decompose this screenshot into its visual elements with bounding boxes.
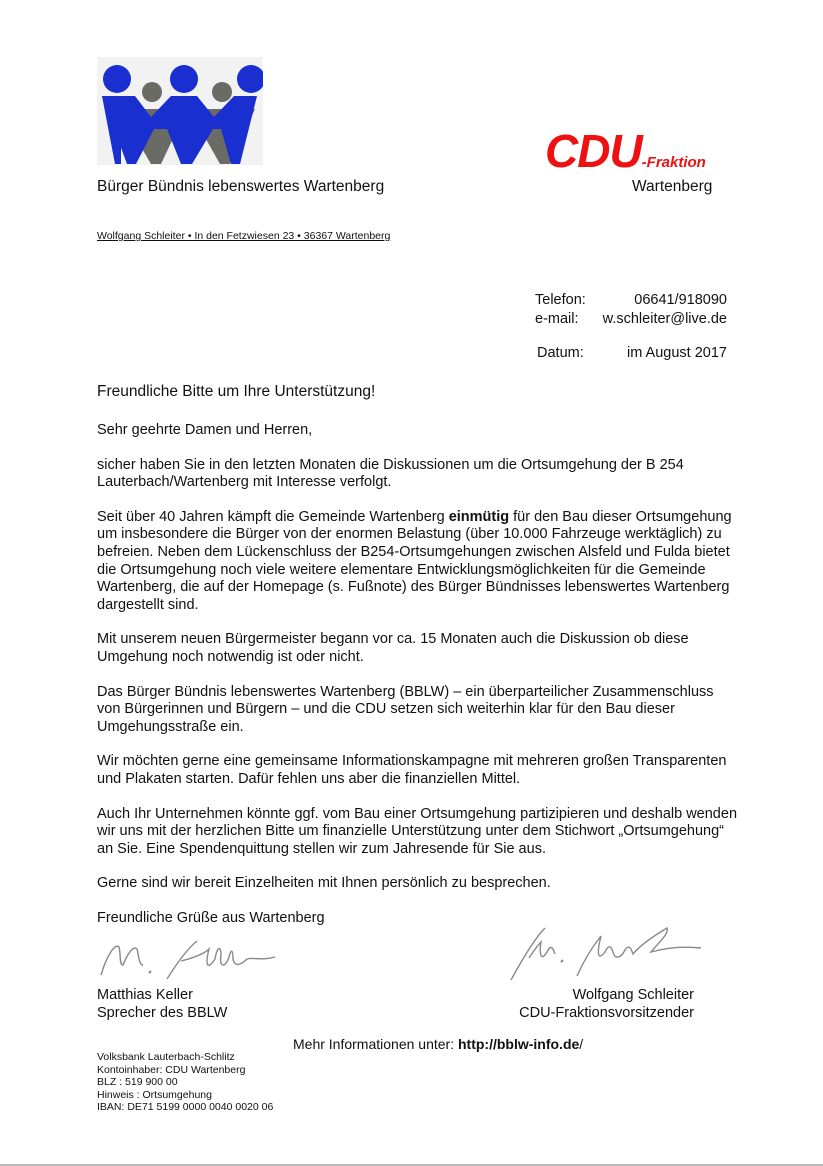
cdu-logo-text: CDU xyxy=(545,125,642,177)
signature-left xyxy=(97,987,227,1022)
bblw-logo xyxy=(97,57,263,165)
schleiter-signature-icon xyxy=(505,918,705,983)
more-info-line xyxy=(293,1036,583,1052)
signer-role: Sprecher des BBLW xyxy=(97,1004,228,1021)
contact-block xyxy=(535,291,727,329)
sender-address-line: Wolfgang Schleiter • In den Fetzwiesen 23 • 36367 Wartenberg xyxy=(97,230,391,242)
signer-name: Matthias Keller xyxy=(97,987,193,1003)
bank-line: BLZ : 519 900 00 xyxy=(97,1076,178,1089)
date-value: im August 2017 xyxy=(627,345,727,361)
date-row xyxy=(537,345,727,361)
email-label: e-mail: xyxy=(535,311,579,327)
more-info-link[interactable]: http://bblw-info.de xyxy=(457,1036,580,1052)
keller-signature-icon xyxy=(97,935,287,985)
organization-name: Bürger Bündnis lebenswertes Wartenberg xyxy=(97,178,385,195)
signature-right xyxy=(500,987,694,1022)
paragraph-1: sicher haben Sie in den letzten Monaten die Diskussionen um die Ortsumgehung der B 254 Lauterbach/Wartenberg mit Interesse verfolgt. xyxy=(97,456,684,491)
email-value[interactable]: w.schleiter@live.de xyxy=(602,311,727,327)
paragraph-7: Gerne sind wir bereit Einzelheiten mit Ihnen persönlich zu besprechen. xyxy=(97,875,551,892)
bank-line: Volksbank Lauterbach-Schlitz xyxy=(97,1051,235,1063)
paragraph-2-end: für den Bau dieser Ortsumgehung um insbesondere die Bürger von der enormen Belastung (über 10.000 Fahrzeuge werktäglich) zu befreien. Neben dem Lückenschluss der B254-Ortsumgehungen zwischen Alsfeld und Fulda bietet die Ortsumgehung noch viele weitere elementare Entwicklungsmöglichkeiten für die Gemeinde Wartenberg, die auf der Homepage (s. Fußnote) des Bürger Bündnisses lebenswertes Wartenberg dargestellt sind. xyxy=(97,508,732,613)
cdu-place: Wartenberg xyxy=(632,178,713,195)
closing: Freundliche Grüße aus Wartenberg xyxy=(97,909,325,926)
letter-subject: Freundliche Bitte um Ihre Unterstützung! xyxy=(97,383,376,400)
paragraph-6: Auch Ihr Unternehmen könnte ggf. vom Bau einer Ortsumgehung partizipieren und deshalb wenden wir uns mit der herzlichen Bitte um finanzielle Unterstützung unter dem Stichwort „Ortsumgehung“ an Sie. Eine Spendenquittung stellen wir zum Jahresende für Sie aus. xyxy=(97,805,738,857)
people-chain-logo-icon xyxy=(97,57,263,165)
paragraph-2 xyxy=(97,509,737,615)
paragraph-5: Wir möchten gerne eine gemeinsame Informationskampagne mit mehreren großen Transparenten und Plakaten starten. Dafür fehlen uns aber die finanziellen Mittel. xyxy=(97,753,727,787)
signer-role: CDU-Fraktionsvorsitzender xyxy=(519,1004,694,1021)
more-info-label: Mehr Informationen unter: xyxy=(293,1036,458,1052)
signer-name: Wolfgang Schleiter xyxy=(572,987,694,1003)
paragraph-2-start: Seit über 40 Jahren kämpft die Gemeinde Wartenberg xyxy=(97,508,449,525)
bank-line: IBAN: DE71 5199 0000 0040 0020 06 xyxy=(97,1101,274,1114)
bank-line: Hinweis : Ortsumgehung xyxy=(97,1088,212,1101)
bank-line: Kontoinhaber: CDU Wartenberg xyxy=(97,1063,246,1076)
salutation: Sehr geehrte Damen und Herren, xyxy=(97,422,313,438)
paragraph-4: Das Bürger Bündnis lebenswertes Wartenberg (BBLW) – ein überparteilicher Zusammenschluss von Bürgerinnen und Bürgern – und die CDU setzen sich weiterhin klar für den Bau dieser Umgehungsstraße ein. xyxy=(97,683,714,735)
phone-label: Telefon: xyxy=(535,292,586,308)
phone-value: 06641/918090 xyxy=(634,292,727,308)
more-info-slash: / xyxy=(579,1036,584,1052)
emphasis-einmuetig: einmütig xyxy=(448,508,510,525)
date-label: Datum: xyxy=(537,345,584,361)
letter-body xyxy=(97,422,737,944)
bank-details xyxy=(97,1051,273,1114)
cdu-logo-suffix: -Fraktion xyxy=(641,154,706,171)
paragraph-3: Mit unserem neuen Bürgermeister begann vor ca. 15 Monaten auch die Diskussion ob diese Umgehung noch notwendig ist oder nicht. xyxy=(97,631,689,665)
cdu-logo xyxy=(545,124,706,178)
